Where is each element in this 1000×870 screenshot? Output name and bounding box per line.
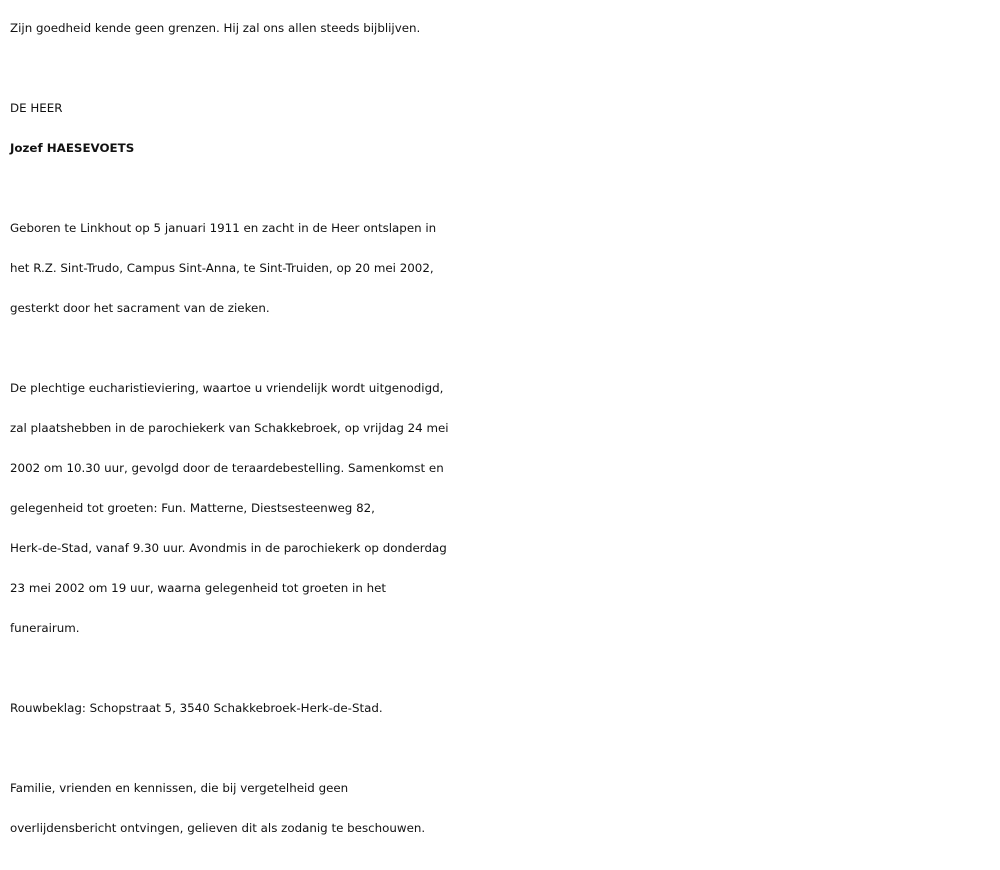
birth-paragraph: [10, 208, 995, 328]
spacer: [10, 648, 995, 688]
paragraph-line: De plechtige eucharistieviering, waartoe u vriendelijk wordt uitgenodigd,: [10, 381, 444, 395]
spacer: [10, 328, 995, 368]
paragraph-line: Geboren te Linkhout op 5 januari 1911 en zacht in de Heer ontslapen in: [10, 221, 437, 235]
spacer: [10, 728, 995, 768]
paragraph-line: het R.Z. Sint-Trudo, Campus Sint-Anna, te Sint-Truiden, op 20 mei 2002,: [10, 261, 434, 275]
ceremony-paragraph: [10, 368, 995, 648]
obituary-notice: [10, 8, 995, 848]
paragraph-line: 23 mei 2002 om 19 uur, waarna gelegenheid tot groeten in het: [10, 581, 387, 595]
paragraph-line: 2002 om 10.30 uur, gevolgd door de teraardebestelling. Samenkomst en: [10, 461, 444, 475]
deceased-name: Jozef HAESEVOETS: [10, 141, 135, 155]
spacer: [10, 48, 995, 88]
honorific-title: DE HEER: [10, 101, 63, 115]
opening-line: Zijn goedheid kende geen grenzen. Hij zal ons allen steeds bijblijven.: [10, 21, 421, 35]
paragraph-line: gelegenheid tot groeten: Fun. Matterne, Diestsesteenweg 82,: [10, 501, 375, 515]
paragraph-line: gesterkt door het sacrament van de zieken.: [10, 301, 270, 315]
paragraph-line: overlijdensbericht ontvingen, gelieven dit als zodanig te beschouwen.: [10, 821, 426, 835]
paragraph-line: funerairum.: [10, 621, 80, 635]
spacer: [10, 168, 995, 208]
paragraph-line: zal plaatshebben in de parochiekerk van Schakkebroek, op vrijdag 24 mei: [10, 421, 449, 435]
family-paragraph: [10, 768, 995, 848]
paragraph-line: Familie, vrienden en kennissen, die bij vergetelheid geen: [10, 781, 349, 795]
paragraph-line: Herk-de-Stad, vanaf 9.30 uur. Avondmis in de parochiekerk op donderdag: [10, 541, 447, 555]
condolence-address: Rouwbeklag: Schopstraat 5, 3540 Schakkebroek-Herk-de-Stad.: [10, 701, 383, 715]
